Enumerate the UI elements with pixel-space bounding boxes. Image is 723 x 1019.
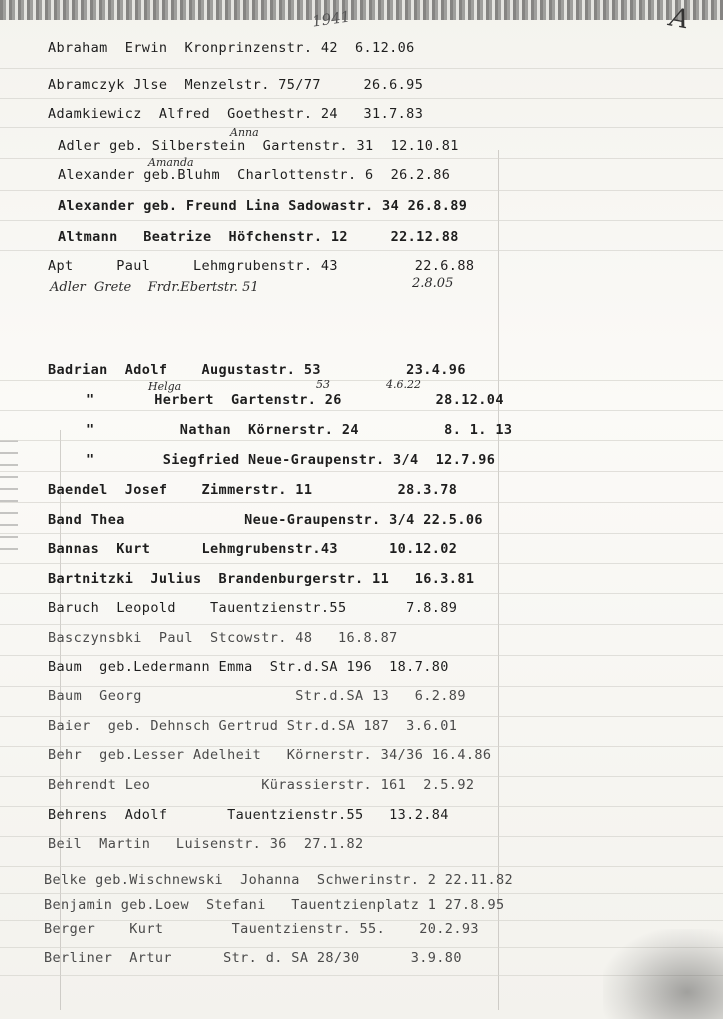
register-entry: Apt Paul Lehmgrubenstr. 43 22.6.88 bbox=[48, 258, 475, 274]
ruled-line bbox=[0, 533, 723, 534]
annotation-anna: Anna bbox=[230, 126, 259, 139]
ruled-line bbox=[0, 158, 723, 159]
ruled-line bbox=[0, 410, 723, 411]
ruled-line bbox=[0, 593, 723, 594]
scan-top-edge bbox=[0, 0, 723, 20]
ruled-line bbox=[0, 686, 723, 687]
ruled-line bbox=[0, 866, 723, 867]
handwritten-date: 2.8.05 bbox=[412, 276, 454, 291]
annotation-number: 53 bbox=[316, 378, 330, 391]
annotation-amanda: Amanda bbox=[148, 156, 194, 169]
ruled-line bbox=[0, 250, 723, 251]
register-entry: Baendel Josef Zimmerstr. 11 28.3.78 bbox=[48, 482, 458, 498]
register-entry: Benjamin geb.Loew Stefani Tauentzienplatz 1 27.8.95 bbox=[44, 897, 505, 913]
register-entry: Berliner Artur Str. d. SA 28/30 3.9.80 bbox=[44, 950, 462, 966]
register-entry: Adamkiewicz Alfred Goethestr. 24 31.7.83 bbox=[48, 106, 424, 122]
register-entry: Behrendt Leo Kürassierstr. 161 2.5.92 bbox=[48, 777, 475, 793]
register-entry: Bannas Kurt Lehmgrubenstr.43 10.12.02 bbox=[48, 541, 458, 557]
ruled-line bbox=[0, 98, 723, 99]
annotation-helga-date: 4.6.22 bbox=[386, 378, 421, 391]
register-entry: Altmann Beatrize Höfchenstr. 12 22.12.88 bbox=[58, 229, 459, 245]
ruled-line bbox=[0, 716, 723, 717]
ruled-line bbox=[0, 220, 723, 221]
ruled-line bbox=[0, 127, 723, 128]
scan-smudge bbox=[603, 929, 723, 1019]
ruled-line bbox=[0, 655, 723, 656]
register-entry: Beil Martin Luisenstr. 36 27.1.82 bbox=[48, 836, 364, 852]
register-entry: Behrens Adolf Tauentzienstr.55 13.2.84 bbox=[48, 807, 449, 823]
ruled-line bbox=[0, 190, 723, 191]
register-entry: Alexander geb. Freund Lina Sadowastr. 34 26.8.89 bbox=[58, 198, 468, 214]
ruled-line bbox=[0, 893, 723, 894]
register-entry: " Herbert Gartenstr. 26 28.12.04 bbox=[86, 392, 504, 408]
ruled-line bbox=[0, 440, 723, 441]
register-entry: Belke geb.Wischnewski Johanna Schwerinstr. 2 22.11.82 bbox=[44, 872, 514, 888]
register-entry: Badrian Adolf Augustastr. 53 23.4.96 bbox=[48, 362, 466, 378]
scan-specks bbox=[0, 440, 18, 560]
register-entry: Baum geb.Ledermann Emma Str.d.SA 196 18.7.80 bbox=[48, 659, 449, 675]
ruled-line bbox=[0, 563, 723, 564]
ruled-line bbox=[0, 471, 723, 472]
register-entry: Abraham Erwin Kronprinzenstr. 42 6.12.06 bbox=[48, 40, 415, 56]
register-entry: Behr geb.Lesser Adelheit Körnerstr. 34/36 16.4.86 bbox=[48, 747, 492, 763]
register-entry: Band Thea Neue-Graupenstr. 3/4 22.5.06 bbox=[48, 512, 483, 528]
ruled-line bbox=[0, 502, 723, 503]
corner-mark: A bbox=[667, 2, 692, 36]
register-entry: Baum Georg Str.d.SA 13 6.2.89 bbox=[48, 688, 466, 704]
register-entry: Abramczyk Jlse Menzelstr. 75/77 26.6.95 bbox=[48, 77, 424, 93]
annotation-helga: Helga bbox=[148, 380, 182, 393]
register-entry: " Siegfried Neue-Graupenstr. 3/4 12.7.96 bbox=[86, 452, 496, 468]
register-entry: Alexander geb.Bluhm Charlottenstr. 6 26.2.86 bbox=[58, 167, 451, 183]
register-entry: " Nathan Körnerstr. 24 8. 1. 13 bbox=[86, 422, 513, 438]
register-entry: Berger Kurt Tauentzienstr. 55. 20.2.93 bbox=[44, 921, 479, 937]
handwritten-entry: Adler Grete Frdr.Ebertstr. 51 bbox=[50, 280, 259, 295]
register-entry: Adler geb. Silberstein Gartenstr. 31 12.10.81 bbox=[58, 138, 459, 154]
ruled-line bbox=[0, 624, 723, 625]
register-entry: Bartnitzki Julius Brandenburgerstr. 11 16.3.81 bbox=[48, 571, 475, 587]
register-entry: Baier geb. Dehnsch Gertrud Str.d.SA 187 3.6.01 bbox=[48, 718, 458, 734]
ruled-line bbox=[0, 68, 723, 69]
register-entry: Basczynsbki Paul Stcowstr. 48 16.8.87 bbox=[48, 630, 398, 646]
ruled-line bbox=[0, 380, 723, 381]
register-entry: Baruch Leopold Tauentzienstr.55 7.8.89 bbox=[48, 600, 458, 616]
year-note: 1941 bbox=[310, 7, 352, 31]
